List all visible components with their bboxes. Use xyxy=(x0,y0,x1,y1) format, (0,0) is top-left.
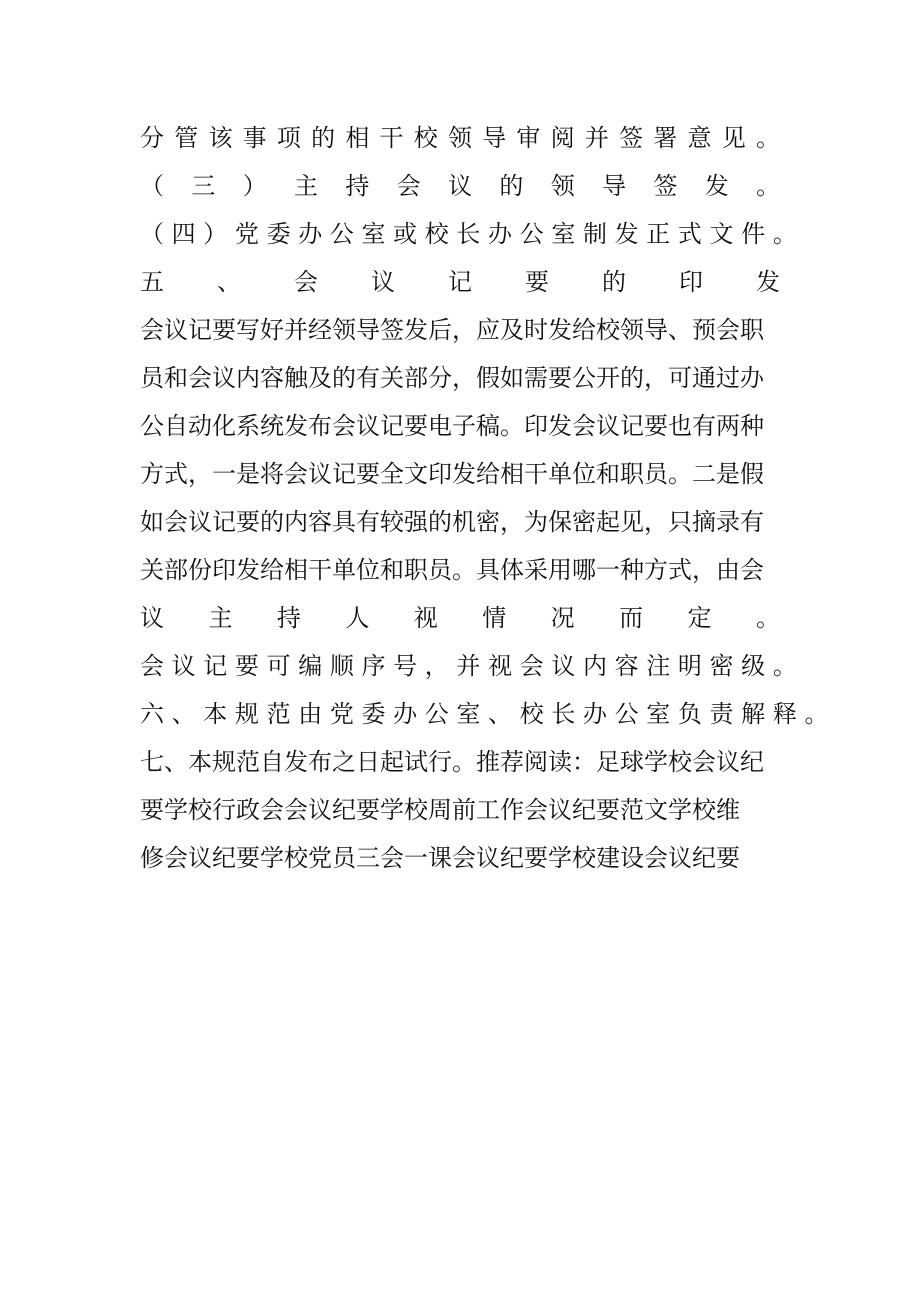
text-line-1: 分 管 该 事 项 的 相 干 校 领 导 审 阅 并 签 署 意 见 。 xyxy=(140,124,780,152)
text-line-9: 如会议记要的内容具有较强的机密，为保密起见，只摘录有 xyxy=(140,508,764,536)
text-line-12: 会 议 记 要 可 编 顺 序 号 ， 并 视 会 议 内 容 注 明 密 级 。 xyxy=(140,652,797,680)
text-line-5: 会议记要写好并经领导签发后，应及时发给校领导、预会职 xyxy=(140,316,764,344)
text-line-6: 员和会议内容触及的有关部分，假如需要公开的，可通过办 xyxy=(140,364,764,392)
text-line-11: 议 主 持 人 视 情 况 而 定 。 xyxy=(140,604,780,632)
document-body xyxy=(140,114,829,882)
text-line-15: 要学校行政会会议纪要学校周前工作会议纪要范文学校维 xyxy=(140,796,740,824)
text-line-16: 修会议纪要学校党员三会一课会议纪要学校建设会议纪要 xyxy=(140,844,740,872)
text-line-10: 关部份印发给相干单位和职员。具体采用哪一种方式，由会 xyxy=(140,556,764,584)
section-heading-five: 五 、 会 议 记 要 的 印 发 xyxy=(140,268,780,296)
text-line-14: 七、本规范自发布之日起试行。推荐阅读：足球学校会议纪 xyxy=(140,748,764,776)
text-line-13: 六 、 本 规 范 由 党 委 办 公 室 、 校 长 办 公 室 负 责 解 释 。 xyxy=(140,700,829,728)
text-line-2: （ 三 ） 主 持 会 议 的 领 导 签 发 。 xyxy=(140,172,781,200)
text-line-8: 方式，一是将会议记要全文印发给相干单位和职员。二是假 xyxy=(140,460,764,488)
text-line-3: （ 四 ） 党 委 办 公 室 或 校 长 办 公 室 制 发 正 式 文 件 。 xyxy=(140,220,797,248)
text-line-7: 公自动化系统发布会议记要电子稿。印发会议记要也有两种 xyxy=(140,412,764,440)
